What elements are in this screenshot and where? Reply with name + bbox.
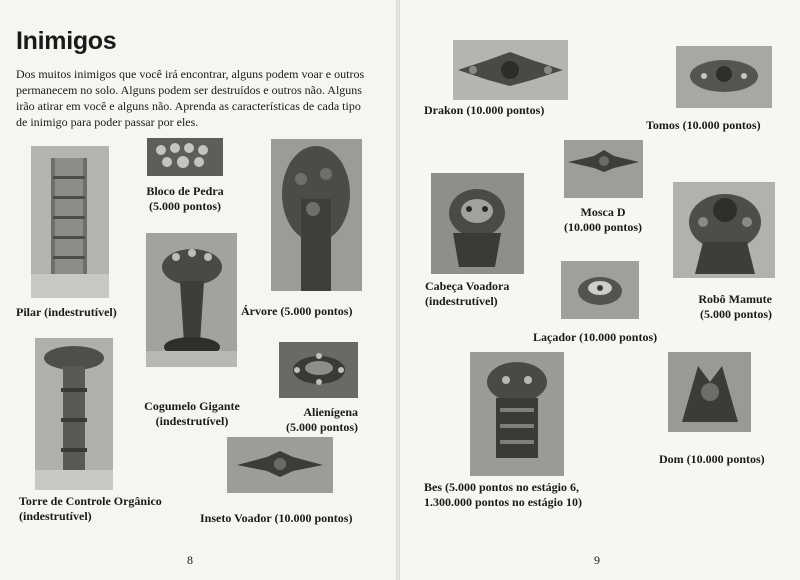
pilar-caption: Pilar (indestrutível) [16, 305, 117, 319]
drakon-caption: Drakon (10.000 pontos) [424, 103, 545, 117]
page-number-right: 9 [594, 553, 600, 567]
dom-photo [668, 352, 751, 432]
lacador-photo [561, 261, 639, 319]
cabeca-voadora-caption: Cabeça Voadora (indestrutível) [425, 279, 510, 308]
tomos-caption: Tomos (10.000 pontos) [646, 118, 761, 132]
alienigena-photo [279, 342, 358, 398]
mosca-d-photo [564, 140, 643, 198]
cogumelo-gigante-caption: Cogumelo Gigante (indestrutível) [144, 399, 240, 428]
tomos-photo [676, 46, 772, 108]
inseto-voador-caption: Inseto Voador (10.000 pontos) [200, 511, 353, 525]
torre-de-controle-caption: Torre de Controle Orgânico (indestrutível) [19, 494, 162, 523]
torre-de-controle-photo [35, 338, 113, 490]
page-title: Inimigos [16, 27, 117, 55]
bes-photo [470, 352, 564, 476]
lacador-caption: Laçador (10.000 pontos) [533, 330, 658, 344]
alienigena-caption: Alienígena (5.000 pontos) [285, 405, 358, 434]
bloco-de-pedra-photo [147, 138, 223, 176]
page-number-left: 8 [187, 553, 193, 567]
pilar-photo [31, 146, 109, 298]
mosca-d-caption: Mosca D (10.000 pontos) [563, 205, 642, 234]
arvore-photo [271, 139, 362, 291]
cabeca-voadora-photo [431, 173, 524, 274]
inseto-voador-photo [227, 437, 333, 493]
left-page [0, 0, 396, 580]
bes-caption: Bes (5.000 pontos no estágio 6, 1.300.000 pontos no estágio 10) [424, 480, 583, 509]
intro-paragraph: Dos muitos inimigos que você irá encontrar, alguns podem voar e outros permanecem no solo. Alguns podem ser destruídos e outros não. Alguns irão atirar em você e alguns não. Aprenda as características de cada tipo de inimigo para poder passar por eles. [16, 67, 365, 129]
arvore-caption: Árvore (5.000 pontos) [241, 304, 353, 318]
robo-mamute-photo [673, 182, 775, 278]
right-page [400, 0, 800, 580]
cogumelo-gigante-photo [146, 233, 237, 367]
drakon-photo [453, 40, 568, 100]
dom-caption: Dom (10.000 pontos) [659, 452, 765, 466]
bloco-de-pedra-caption: Bloco de Pedra (5.000 pontos) [146, 184, 224, 213]
robo-mamute-caption: Robô Mamute (5.000 pontos) [698, 292, 772, 321]
